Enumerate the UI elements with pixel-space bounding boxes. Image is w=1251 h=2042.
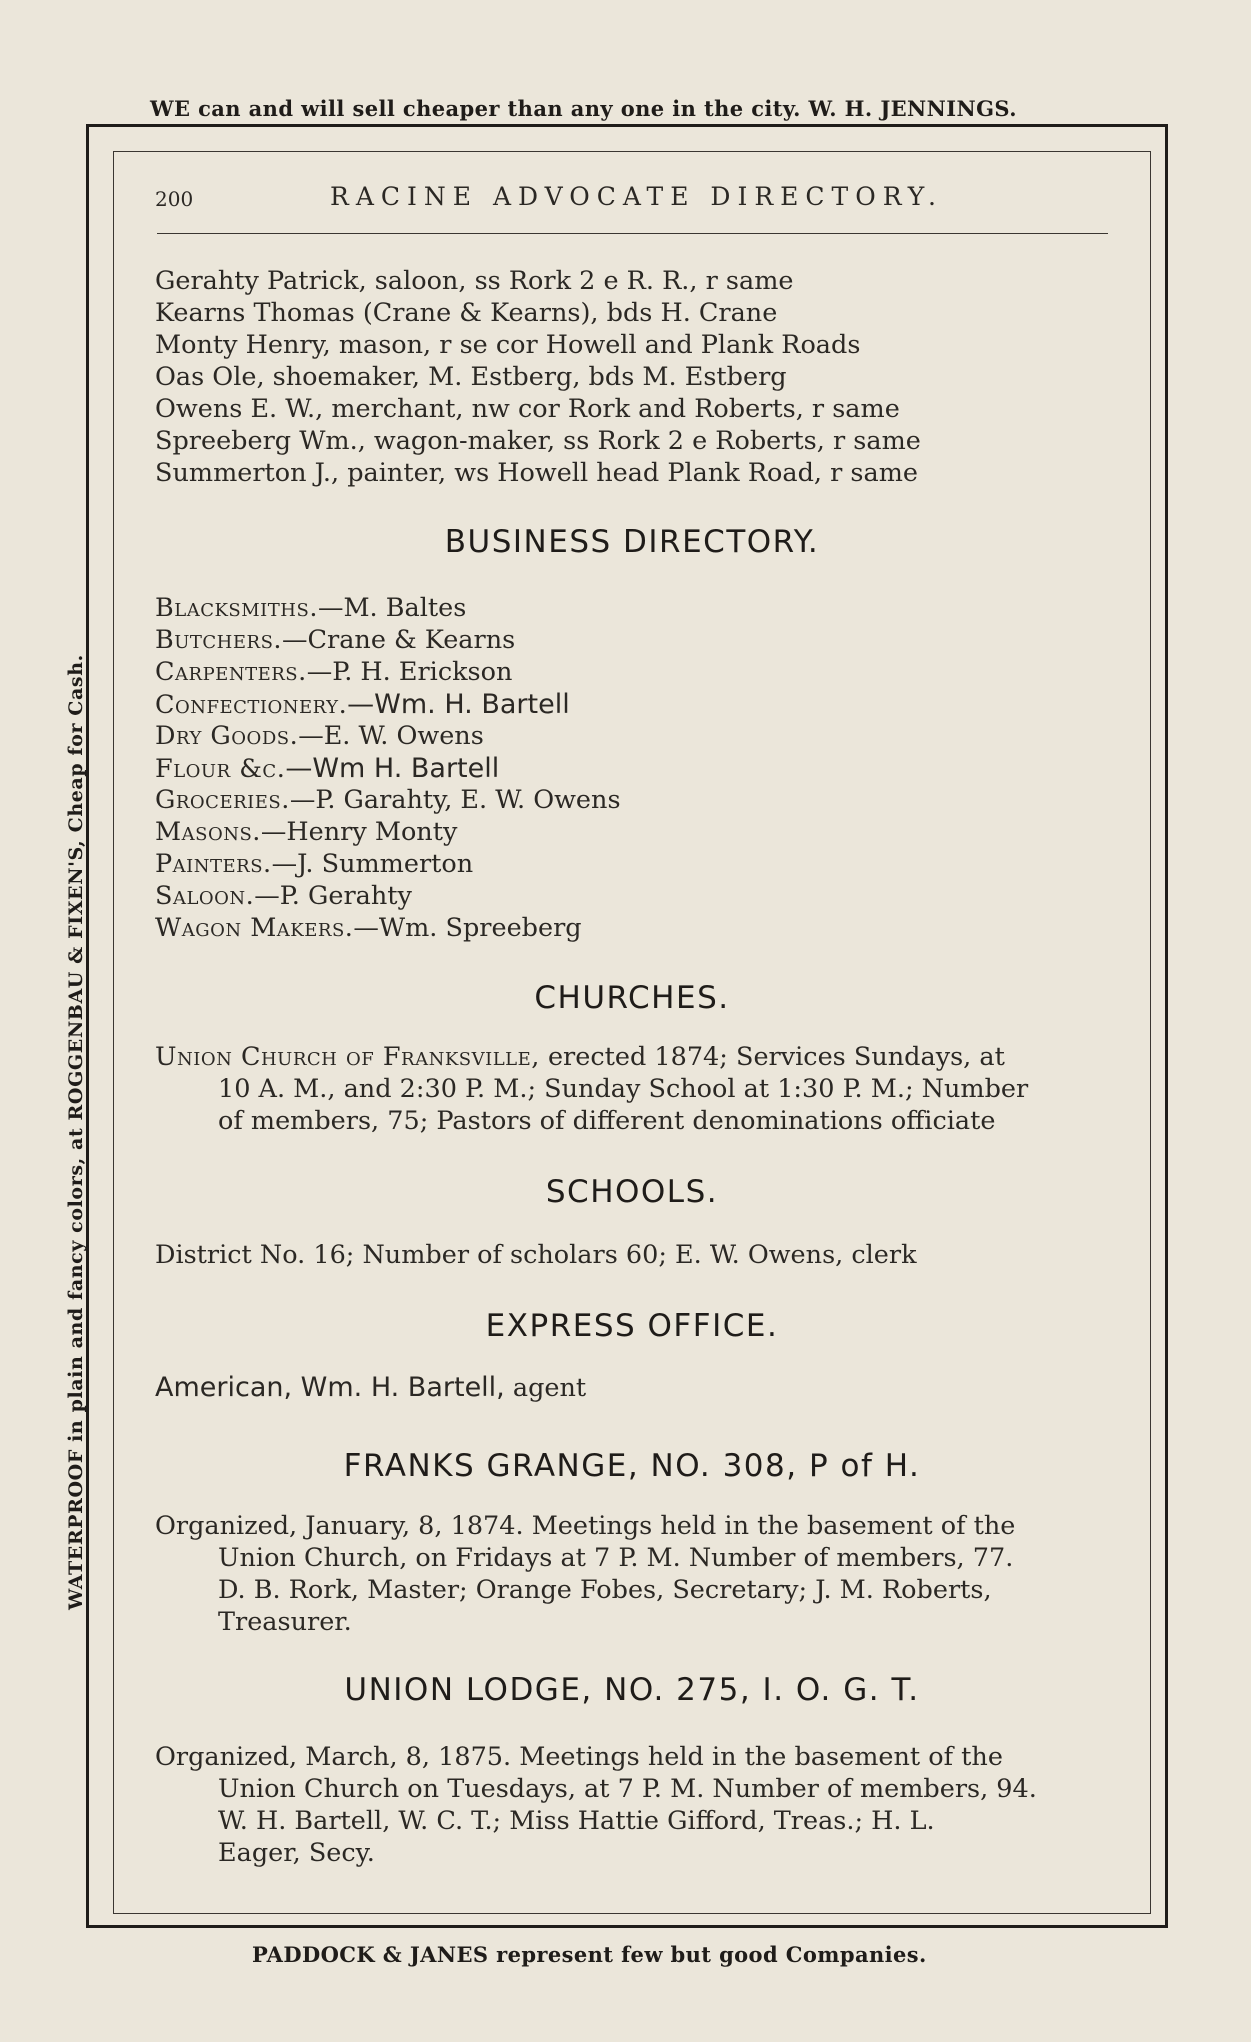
business-category: Masons. — [155, 817, 261, 847]
business-value: —P. Garahty, E. W. Owens — [289, 785, 621, 815]
business-entry — [155, 689, 570, 720]
grange-text: Treasurer. — [218, 1607, 352, 1637]
business-entry — [155, 657, 512, 687]
church-entry — [155, 1042, 1005, 1072]
business-category: Dry Goods. — [155, 721, 299, 751]
side-advertisement: WATERPROOF in plain and fancy colors, at ROGGENBAU & FIXEN'S, Cheap for Cash. — [65, 654, 87, 1610]
business-entry — [155, 881, 412, 911]
business-value: —M. Baltes — [317, 593, 467, 623]
business-category: Painters. — [155, 849, 272, 879]
business-directory-heading: BUSINESS DIRECTORY. — [444, 524, 820, 560]
school-entry: District No. 16; Number of scholars 60; E. W. Owens, clerk — [155, 1240, 917, 1270]
church-text: erected 1874; Services Sundays, at — [539, 1042, 1005, 1072]
business-category: Groceries. — [155, 785, 290, 815]
business-value: —P. Gerahty — [254, 881, 412, 911]
resident-entry: Oas Ole, shoemaker, M. Estberg, bds M. Estberg — [155, 362, 787, 392]
business-entry — [155, 785, 621, 815]
express-name: American, Wm. H. Bartell, — [155, 1372, 505, 1403]
resident-entry: Kearns Thomas (Crane & Kearns), bds H. Crane — [155, 298, 778, 328]
business-category: Wagon Makers. — [155, 913, 354, 943]
business-entry — [155, 817, 457, 847]
church-text: of members, 75; Pastors of different denominations officiate — [218, 1106, 996, 1136]
business-value: —Wm. H. Bartell — [347, 689, 570, 720]
business-value: —E. W. Owens — [298, 721, 484, 751]
resident-entry: Owens E. W., merchant, nw cor Rork and Roberts, r same — [155, 394, 900, 424]
express-entry — [155, 1372, 586, 1403]
schools-heading: SCHOOLS. — [545, 1174, 719, 1210]
business-entry — [155, 593, 466, 623]
resident-entry: Spreeberg Wm., wagon-maker, ss Rork 2 e Roberts, r same — [155, 426, 921, 456]
lodge-text: W. H. Bartell, W. C. T.; Miss Hattie Gifford, Treas.; H. L. — [218, 1806, 935, 1836]
churches-heading: CHURCHES. — [534, 980, 730, 1016]
business-category: Saloon. — [155, 881, 255, 911]
resident-entry: Monty Henry, mason, r se cor Howell and Plank Roads — [155, 330, 861, 360]
business-value: —Henry Monty — [260, 817, 458, 847]
header-divider — [157, 233, 1108, 234]
resident-entry: Summerton J., painter, ws Howell head Plank Road, r same — [155, 458, 918, 488]
express-role: agent — [504, 1373, 587, 1403]
express-office-heading: EXPRESS OFFICE. — [485, 1308, 779, 1344]
church-name: Union Church of Franksville, — [155, 1042, 540, 1072]
grange-text: D. B. Rork, Master; Orange Fobes, Secretary; J. M. Roberts, — [218, 1575, 992, 1605]
grange-text: Union Church, on Fridays at 7 P. M. Number of members, 77. — [218, 1543, 1014, 1573]
page-title: RACINE ADVOCATE DIRECTORY. — [330, 182, 943, 211]
lodge-heading: UNION LODGE, NO. 275, I. O. G. T. — [344, 1672, 920, 1708]
bottom-advertisement: PADDOCK & JANES represent few but good Companies. — [252, 1942, 927, 1967]
business-category: Confectionery. — [155, 690, 348, 720]
lodge-text: Eager, Secy. — [218, 1838, 375, 1868]
business-category: Carpenters. — [155, 657, 307, 687]
business-entry — [155, 625, 515, 655]
business-entry — [155, 753, 499, 784]
business-value: —Wm. Spreeberg — [353, 913, 582, 943]
lodge-text: Organized, March, 8, 1875. Meetings held in the basement of the — [155, 1742, 1003, 1772]
business-value: —Wm H. Bartell — [285, 753, 500, 784]
business-value: —P. H. Erickson — [306, 657, 513, 687]
business-entry — [155, 849, 473, 879]
business-entry — [155, 721, 484, 751]
business-category: Blacksmiths. — [155, 593, 318, 623]
business-category: Butchers. — [155, 625, 283, 655]
business-value: —J. Summerton — [271, 849, 474, 879]
page-number: 200 — [155, 187, 194, 211]
lodge-text: Union Church on Tuesdays, at 7 P. M. Number of members, 94. — [218, 1774, 1037, 1804]
grange-heading: FRANKS GRANGE, NO. 308, P of H. — [343, 1448, 921, 1484]
church-text: 10 A. M., and 2:30 P. M.; Sunday School at 1:30 P. M.; Number — [218, 1074, 1029, 1104]
business-category: Flour &c. — [155, 754, 286, 784]
business-entry — [155, 913, 582, 943]
top-advertisement: WE can and will sell cheaper than any one in the city. W. H. JENNINGS. — [150, 96, 1017, 121]
business-value: —Crane & Kearns — [282, 625, 516, 655]
resident-entry: Gerahty Patrick, saloon, ss Rork 2 e R. R., r same — [155, 266, 794, 296]
grange-text: Organized, January, 8, 1874. Meetings held in the basement of the — [155, 1511, 1016, 1541]
